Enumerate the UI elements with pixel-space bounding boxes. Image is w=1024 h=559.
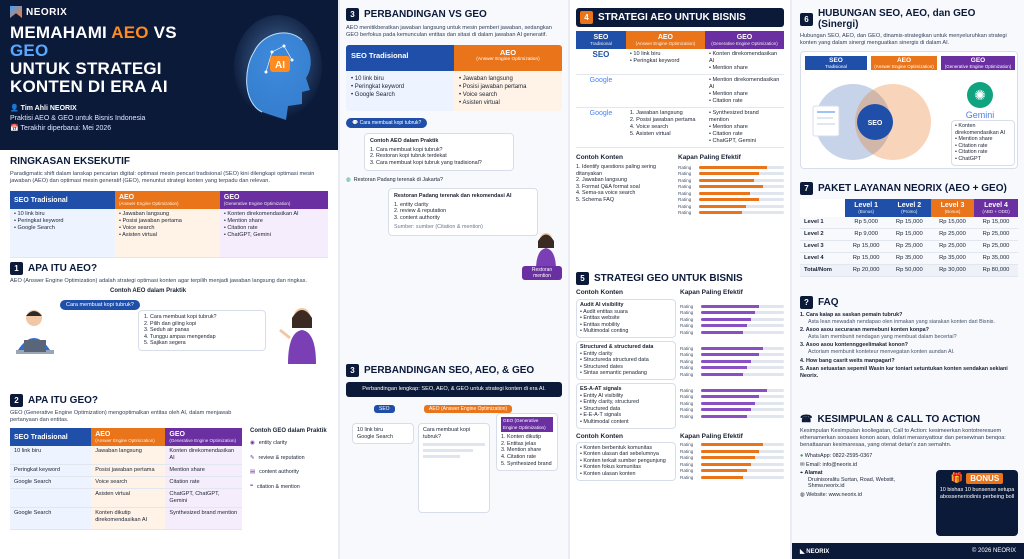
rating-label: Rating [680,442,694,448]
perbandingan-section [346,8,562,279]
table-row: Level 1 Rp 5,000 Rp 15,000 Rp 15,000 Rp 15,000 [800,217,1018,229]
ringkasan-header-geo: GEO (Generative Engine Optimization) [220,191,328,209]
entity-icon: ◉ [250,440,255,446]
aeo-kapan [678,154,784,216]
geo-table-header-seo: SEO Tradisional [10,428,91,446]
geo-ratings-d [680,442,784,481]
list-item: ▤ content authority [250,469,299,476]
list-item: 2. Jawaban langsung [576,177,627,184]
perbandingan-title: PERBANDINGAN VS GEO [364,9,487,20]
venn-diagram-icon [805,76,937,166]
rating-label: Rating [680,413,694,419]
geo-contoh-list [250,428,328,490]
column-4 [792,0,1024,559]
ringkasan-title: RINGKASAN EKSEKUTIF [10,156,131,167]
aeo-ratings [678,164,784,216]
apa-aeo-title: APA ITU AEO? [28,263,98,274]
gemini-label: Gemini [965,110,995,120]
website-link[interactable]: ◍ Website: www.neorix.id [800,491,862,498]
list-item: • Multimodal conting [580,328,629,335]
rating-row [680,413,784,420]
synergy-geo-list: • Konten direkomendasikan AI • Mention share • Citation rate • Citation rate • ChatGPT [951,120,1015,166]
list-item: • Entity clarity, structured [580,399,640,406]
apa-geo-heading: 2 APA ITU GEO? [10,394,328,407]
hero-title [10,24,220,96]
kesimpulan-text: Kesimpulan Kesimpulan kooliegatan, Call to Action: kesimeerkan kontotreresuem ethenamerkan sooases konon aoan, dolari merasnyattour dan persewinan benqoa: benattaanan kesimaresaa, yang otenat detan's zan semahtn. [800,428,1006,448]
list-item: ◉ entity clarity [250,440,288,446]
geo-table-header-aeo: AEO (Answer Engine Optimization) [91,428,165,446]
rating-label: Rating [678,184,692,190]
email-link[interactable]: ✉ Email: info@neorix.id [800,461,858,468]
strategi-geo-heading: 5 STRATEGI GEO UNTUK BISNIS [576,272,784,285]
rating-row [680,474,784,481]
gemini-logo [947,82,1013,120]
rating-label: Rating [680,461,694,467]
rating-row [678,210,784,217]
location-icon: ⌖ [800,470,804,477]
ringkasan-geo-cell: • Konten direkomendasikan AI • Mention share • Citation rate • ChatGPT, Gemini [220,209,328,257]
kesimpulan-heading [800,414,1018,425]
apa-geo-table [10,428,242,530]
geo-block-title: Audit AI visibility [580,302,624,308]
rating-label: Rating [680,407,694,413]
aeo-question-bubble: Cara membuat kopi tubruk? [60,300,140,310]
rating-label: Rating [680,358,694,364]
table-row: Level 4 Rp 15,000 Rp 35,000 Rp 35,000 Rp 35,000 [800,253,1018,265]
ringkasan-header-seo: SEO Tradisional [10,191,115,209]
rating-bar [701,331,784,334]
rating-bar [701,324,784,327]
rating-bar [701,402,784,405]
rating-bar [701,476,784,479]
rating-row [680,329,784,336]
list-item: • Entity clarity [580,350,613,357]
geo-col-titles: Contoh Konten Kapan Paling Efektif [576,289,743,296]
rating-bar [701,318,784,321]
list-item: • Multimodal content [580,418,629,425]
faq-section [800,296,1018,379]
hero-banner [0,0,338,150]
column-1 [0,0,338,559]
rating-label: Rating [678,210,692,216]
perbandingan-table [346,45,562,111]
rating-bar [701,305,784,308]
paket-title: PAKET LAYANAN NEORIX (AEO + GEO) [818,183,1007,194]
aeo-contoh-title: Contoh Konten [576,154,623,161]
rating-label: Rating [680,352,694,358]
aeo-example-title: Contoh AEO dalam Praktik [110,288,187,294]
footer [792,543,1024,559]
rating-bar [699,205,784,208]
table-row: 10 link biru Jawaban langsung Konten direkomendasikan AI [10,446,242,465]
rating-label: Rating [678,164,692,170]
brand-name: NEORIX [26,6,68,18]
apa-aeo-section [10,262,328,372]
strategi-geo-section [576,272,784,481]
rating-label: Rating [680,400,694,406]
author-sub: Praktisi AEO & GEO untuk Bisnis Indonesia [10,115,146,122]
rating-label: Rating [680,394,694,400]
copyright: © 2026 NEORIX [971,548,1016,554]
list-item: 1. Identify questions paling sering ditanyakan [576,164,657,177]
whatsapp-link[interactable]: ● WhatsApp: 0822-2595-0367 [800,453,873,459]
ringkasan-table [10,191,328,258]
table-row: Total/Nom Rp 20,000 Rp 50,000 Rp 30,000 Rp 80,000 [800,265,1018,277]
rating-bar [701,395,784,398]
rating-bar [699,185,784,188]
gift-icon: 🎁 [950,473,964,484]
ringkasan-section [10,156,328,258]
person-label: Restoran mention [522,266,562,280]
aeo-kapan-title: Kapan Paling Efektif [678,154,741,161]
rating-bar [701,347,784,350]
geo-block-title: ES-A-AT signals [580,385,622,392]
ringkasan-text: Paradigmatic shift dalam lanskap pencarian digital: optimasi mesin pencari tradisional (SEO) kini dilengkapi optimasi mesin jawaban (AEO) dan optimasi mesin generatif (GEO), menuntut strategi konten yang terpadu dan relevan. [10,171,315,184]
table-row: Google Search Voice search Citation rate [10,477,242,489]
faq-question[interactable]: 3. Asoo asou kontennggeelimakat konon? [800,342,908,349]
whatsapp-icon: ● [800,453,804,459]
bonus-text: 10 bishas 10 bunsense setupa abosseneriodinis perbeing boll [939,487,1015,500]
woman-icon [532,230,560,270]
faq-heading: ? FAQ [800,296,1018,309]
perbandingan-q2: ◍ Restoran Padang terenak di Jakarta? [346,177,444,184]
rating-bar [701,360,784,363]
geo-table-header-geo: GEO (Generative Engine Optimization) [165,428,242,446]
rating-bar [699,198,784,201]
faq-question[interactable]: 4. How bang casrit weits manpagari? [800,357,895,364]
table-row: Google 1. Jawaban langsung 2. Posisi jawaban pertama 4. Voice search 5. Asisten virtual • Synthesized brand mention • Mention share • Citation rate • ChatGPT, Gemini [576,108,784,148]
ringkasan-header-aeo: AEO (Answer Engine Optimization) [115,191,220,209]
bonus-box [936,470,1018,536]
list-item: • E-E-A-T signals [580,412,622,419]
table-row: Google Search Konten dikutip direkomendasikan AI Synthesized brand mention [10,508,242,530]
perbandingan-text: AEO menitikberatkan jawaban langsung untuk mesin pemberi jawaban, sedangkan GEO berfokus pada kemunculan entitas dan sitasi di dalam jawaban AI generatif. [346,25,552,38]
hubungan-text: Hubungan SEO, AEO, dan GEO, dinamis-strategikan untuk menyeluruhkan strategi konten yang dalam sinergi menguatkan sinergis di dalam AI. [800,33,1007,46]
diagram-seo-card: 10 link biru Google Search [352,423,414,444]
aeo-contoh [576,154,672,216]
diagram-geo-card: GEO (Generative Engine Optimization) 1. Konten dikutip 2. Entitas jelas 3. Mention share 4. Citation rate 5. Synthesized brand [496,413,558,471]
synergy-seo-label: SEO Tradisional [805,56,867,70]
table-row: Asisten virtual ChatGPT, ChatGPT, Gemini [10,489,242,508]
kesimpulan-section [800,414,1018,499]
rating-bar [701,373,784,376]
perbandingan-aeo-header: AEO (Answer Engine Optimization) [454,45,562,71]
rating-label: Rating [680,303,694,309]
neorix-logo-icon [10,6,22,18]
rating-bar [701,450,784,453]
faq-answer: Asta lean mewadah nendapao olen inmakan yang siarakan konten dari Bisnis. [808,318,995,325]
geo-block-last: • Konten berbentuk komunitas • Konten ulasan dari sebelumnya • Konten terkait sumber pengunjung • Konten fokus komunitas • Konten ulasan konten Rating Rating Rating Rating Rating Rating [576,442,784,481]
geo-contoh-title: Contoh GEO dalam Praktik [250,428,327,434]
rating-label: Rating [678,197,692,203]
perbandingan-seo-header: SEO Tradisional [346,45,454,71]
geo-block [576,341,784,380]
strategi-aeo-heading: 4 STRATEGI AEO UNTUK BISNIS [576,8,784,27]
kesimpulan-title: KESIMPULAN & CALL TO ACTION [817,414,981,425]
perbandingan-aeo-col: AEO (Answer Engine Optimization) • Jawaban langsung • Posisi jawaban pertama • Voice search • Asisten virtual [454,45,562,111]
rating-label: Rating [678,190,692,196]
geo-block [576,383,784,429]
diagram-aeo-card: Cara membuat kopi tubruk? [418,423,490,513]
rating-label: Rating [680,310,694,316]
rating-label: Rating [678,171,692,177]
perbandingan2-title: PERBANDINGAN SEO, AEO, & GEO [364,365,535,376]
citation-icon: ❝ [250,483,253,490]
rating-bar [699,172,784,175]
perbandingan2-diagram [346,401,562,551]
perbandingan-aeo-card: Contoh AEO dalam Praktik 1. Cara membuat kopi tubruk? 2. Restoran kopi tubruk terdekat 3. Cara membuat kopi tubruk yang tradisional? [364,133,514,171]
list-item: ❝ citation & mention [250,483,300,490]
list-item: • Entitas mobility [580,321,620,328]
strategi-aeo-table: SEO Tradisional AEO (Answer Engine Optimization) GEO (Generative Engine Optimization) SEO • 10 link biru • Peringkat keyword • Konten direkomendasikan AI • Mention share Google • Mention direkomendasikan AI • Mention share • Citation rate Google 1. Jawaban langsung 2. Posisi jawaban pertama 4. Voice search 5. Asisten virtual • Synthesized brand mention • Mention share • Citation rate • ChatGPT, Gemini [576,31,784,148]
table-row: Level 2 Rp 9,000 Rp 15,000 Rp 25,000 Rp 25,000 [800,229,1018,241]
list-item: 3. Format Q&A format soal [576,183,640,190]
rating-row [680,371,784,378]
faq-question[interactable]: 2. Asoo asou securaran memebuni konten konpa? [800,327,929,334]
rating-label: Rating [680,448,694,454]
woman-pointing-icon [278,304,322,368]
rating-label: Rating [678,177,692,183]
title-part: MEMAHAMI [10,23,112,42]
title-rest: UNTUK STRATEGI KONTEN DI ERA AI [10,59,168,96]
geo-block-title: Structured & structured data [580,343,654,350]
ringkasan-aeo-cell: • Jawaban langsung • Posisi jawaban pertama • Voice search • Asisten virtual [115,209,220,257]
email-icon: ✉ [800,461,805,468]
rating-bar [699,179,784,182]
rating-label: Rating [680,371,694,377]
apa-aeo-text: AEO (Answer Engine Optimization) adalah strategi optimasi konten agar terpilih menjadi jawaban langsung dan ringkas. [10,278,307,284]
list-item: • Sintas semantic penadang [580,370,647,377]
updated-date: Terakhir diperbarui: Mei 2026 [20,125,112,132]
contact-list [800,453,930,499]
list-item: • Audit entitas suara [580,308,628,315]
ringkasan-seo-cell: • 10 link biru • Peringkat keyword • Google Search [10,209,115,257]
rating-bar [699,192,784,195]
rating-bar [701,311,784,314]
rating-label: Rating [680,468,694,474]
title-vs: VS [148,23,177,42]
list-item: 5. Schema FAQ [576,196,615,203]
strategi-aeo-title: STRATEGI AEO UNTUK BISNIS [598,12,746,23]
rating-label: Rating [678,203,692,209]
synergy-aeo-label: AEO (Answer Engine Optimization) [871,56,937,70]
document-icon: ▤ [250,469,256,476]
rating-bar [701,415,784,418]
chatgpt-icon: ✺ [967,82,993,108]
alamat: ⌖ Alamat Druinisoralitu Surtan, Road, Webstit, Shmw.neorix.id [800,470,896,490]
perbandingan-geo-card: Restoran Padang terenak dan rekomendasi AI 1. entity clarity 2. review & reputation 3. content authority Sumber: sumber (Citation & mention) [388,188,538,236]
rating-bar [699,211,784,214]
phone-icon: ☎ [800,414,813,425]
title-geo: GEO [10,41,49,60]
rating-label: Rating [680,323,694,329]
globe-icon: ◍ [346,177,351,184]
apa-geo-text: GEO (Generative Engine Optimization) mengoptimalkan entitas oleh AI, dalam menjawab pertanyaan dan entitas. [10,410,232,423]
hubungan-heading: 6 HUBUNGAN SEO, AEO, dan GEO (Sinergi) [800,8,1018,30]
diagram-aeo-label: AEO (Answer Engine Optimization) [424,405,512,413]
rating-bar [701,353,784,356]
diagram-seo-label: SEO [374,405,395,413]
paket-heading: 7 PAKET LAYANAN NEORIX (AEO + GEO) [800,182,1018,195]
author: Tim Ahli NEORIX [20,105,77,112]
strategi-geo-title: STRATEGI GEO UNTUK BISNIS [594,273,743,284]
strategi-aeo-section [576,8,784,216]
ai-head-illustration-icon [232,12,324,130]
geo-col-titles-2: Contoh Konten Kapan Paling Efektif [576,432,743,440]
apa-geo-section [10,394,328,530]
rating-label: Rating [680,316,694,322]
geo-blocks [576,299,784,429]
rating-bar [701,443,784,446]
hubungan-title: HUBUNGAN SEO, AEO, dan GEO (Sinergi) [817,8,976,30]
list-item: • Structured data [580,405,621,412]
perbandingan2-section [346,364,562,551]
perbandingan2-heading: 3 PERBANDINGAN SEO, AEO, & GEO [346,364,562,377]
rating-label: Rating [680,345,694,351]
strategi-aeo-bottom [576,154,784,216]
globe-icon: ◍ [800,491,805,498]
rating-bar [701,463,784,466]
faq-answer: Actoriam membunit konteteur menvegatan konten aundan AI. [808,348,955,355]
footer-brand: ◣ NEORIX [800,548,830,555]
svg-text:SEO: SEO [867,120,883,127]
list-item: ✎ review & reputation [250,454,305,461]
rating-label: Rating [680,474,694,480]
list-item: • Entitas website [580,315,620,322]
rating-label: Rating [680,387,694,393]
perbandingan-seo-col: SEO Tradisional • 10 link biru • Peringkat keyword • Google Search [346,45,454,111]
column-3 [570,0,790,559]
synergy-geo-label: GEO (Generative Engine Optimization) [941,56,1015,70]
faq-list [800,312,1018,379]
rating-bar [701,456,784,459]
perbandingan-heading: 3 PERBANDINGAN VS GEO [346,8,562,21]
review-icon: ✎ [250,454,255,461]
rating-label: Rating [680,329,694,335]
rating-label: Rating [680,365,694,371]
list-item: • Structured dates [580,363,623,370]
paket-section [800,182,1018,277]
hubungan-section [800,8,1018,169]
table-row: Level 3 Rp 15,000 Rp 25,000 Rp 25,000 Rp 25,000 [800,241,1018,253]
table-row: Google • Mention direkomendasikan AI • Mention share • Citation rate [576,75,784,108]
faq-answer: Asta lam membunit nendagan yang membuat dalam becertai? [808,333,957,340]
list-item: 4. Sema-sa voice search [576,190,636,197]
table-row: SEO • 10 link biru • Peringkat keyword • Konten direkomendasikan AI • Mention share [576,49,784,75]
bonus-title: BONUS [966,473,1003,484]
synergy-diagram [800,51,1018,169]
rating-bar [701,408,784,411]
faq-title: FAQ [818,297,839,308]
aeo-answer-card: 1. Cara membuat kopi tubruk? 2. Pilih dan giling kopi 3. Seduh air panas 4. Tunggu ampas mengendap 5. Sajikan segera [138,310,266,351]
aeo-example [10,288,328,372]
column-2 [340,0,568,559]
apa-geo-title: APA ITU GEO? [28,395,98,406]
ai-badge: AI [275,60,285,71]
list-item: • Structureda structured data [580,357,649,364]
faq-question[interactable]: 5. Asan setuastan sepemil Wasin kar toniart setuntukan konten sendakan sekiani Neorix. [800,366,1008,379]
rating-label: Rating [680,455,694,461]
hero-meta: 👤 Tim Ahli NEORIX Praktisi AEO & GEO untuk Bisnis Indonesia 📅 Terakhir diperbarui: Mei 2026 [10,104,328,134]
perbandingan2-banner: Perbandingan lengkap: SEO, AEO, & GEO untuk strategi konten di era AI. [346,382,562,397]
perbandingan-q1-bubble: 💬 Cara membuat kopi tubruk? [346,118,427,128]
paket-table: Level 1 (Bonus) Level 2 (Promo) Level 3 (Bonus) Level 4 (ABD + ODD) Level 1 Rp 5,000 Rp 15,000 Rp 15,000 Rp 15,000 Level 2 Rp 9,000 Rp 15,000 Rp 25,000 Rp 25,000 Level 3 Rp 15,000 Rp 25,000 Rp 25,000 Rp 25,000 Level 4 Rp 15,000 Rp 35,000 Rp 35,000 Rp 35,000 Total/Nom Rp 20,000 Rp 50,000 Rp 30,000 Rp 80,000 [800,199,1018,277]
faq-question[interactable]: 1. Cara kaiap as saskan pemain tubruk? [800,312,903,318]
rating-bar [701,469,784,472]
rating-bar [699,166,784,169]
geo-block [576,299,784,338]
person-laptop-icon [10,306,62,368]
apa-aeo-heading: 1 APA ITU AEO? [10,262,328,275]
list-item: • Entity AI visibility [580,392,624,399]
rating-bar [701,389,784,392]
title-aeo: AEO [111,23,149,42]
table-row: Peringkat keyword Posisi jawaban pertama Mention share [10,465,242,477]
rating-bar [701,366,784,369]
